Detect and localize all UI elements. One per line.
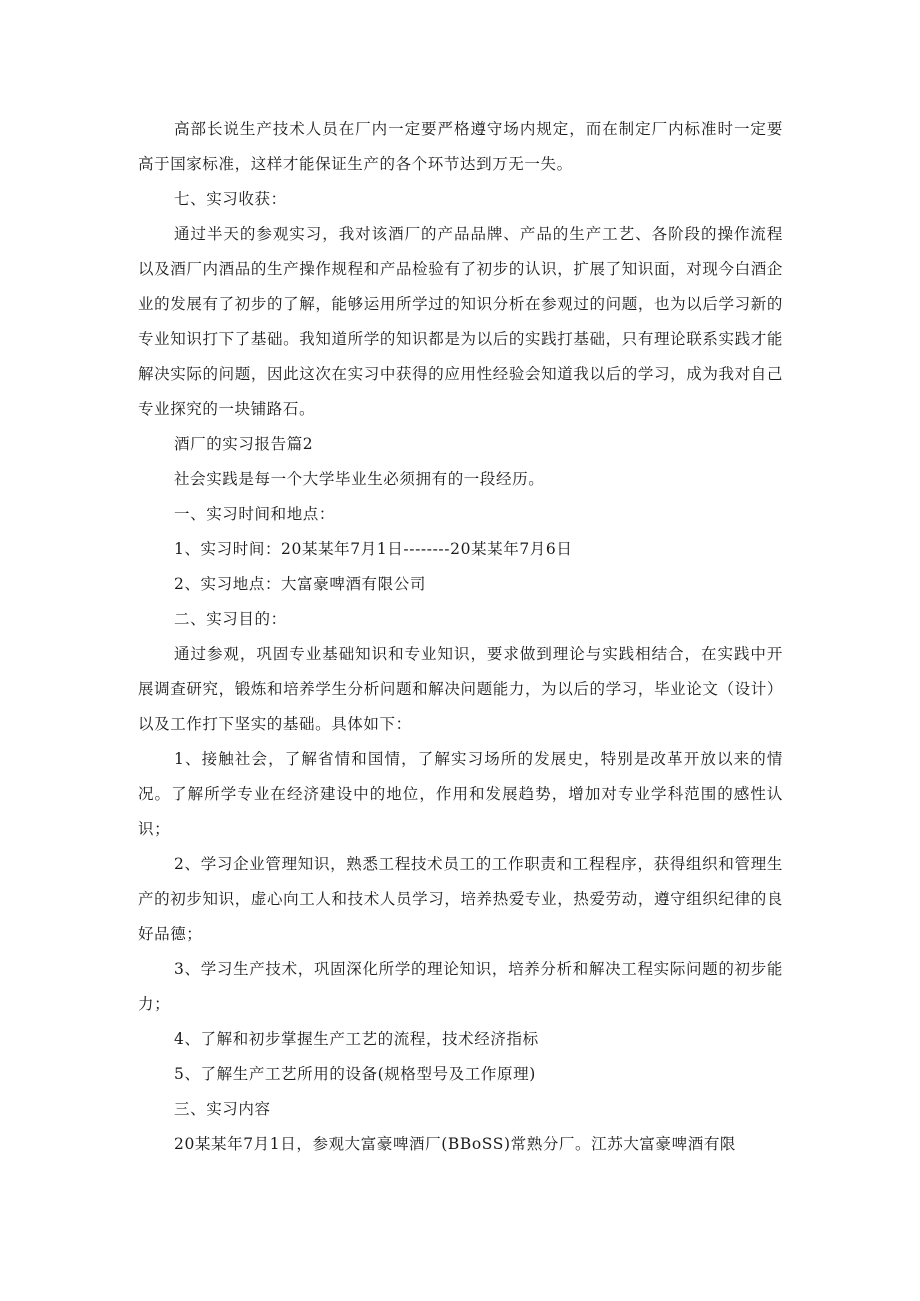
paragraph-purpose-item-1: 1、接触社会，了解省情和国情，了解实习场所的发展史，特别是改革开放以来的情况。了解所学专业在经济建设中的地位，作用和发展趋势，增加对专业学科范围的感性认识； <box>138 750 783 838</box>
paragraph-internship-time: 1、实习时间：20某某年7月1日--------20某某年7月6日 <box>174 540 573 558</box>
heading-time-and-place: 一、实习时间和地点： <box>174 505 336 523</box>
paragraph-purpose-item-3: 3、学习生产技术，巩固深化所学的理论知识，培养分析和解决工程实际问题的初步能力； <box>138 960 783 1013</box>
paragraph-purpose-item-4: 4、了解和初步掌握生产工艺的流程，技术经济指标 <box>174 1030 539 1048</box>
paragraph-gains: 通过半天的参观实习，我对该酒厂的产品品牌、产品的生产工艺、各阶段的操作流程以及酒厂内酒品的生产操作规程和产品检验有了初步的认识，扩展了知识面，对现今白酒企业的发展有了初步的了解，能够运用所学过的知识分析在参观过的问题，也为以后学习新的专业知识打下了基础。我知道所学的知识都是为以后的实践打基础，只有理论联系实践才能解决实际的问题，因此这次在实习中获得的应用性经验会知道我以后的学习，成为我对自己专业探究的一块铺路石。 <box>138 225 783 418</box>
paragraph-purpose-item-2: 2、学习企业管理知识，熟悉工程技术员工的工作职责和工程程序，获得组织和管理生产的初步知识，虚心向工人和技术人员学习，培养热爱专业，热爱劳动，遵守组织纪律的良好品德； <box>138 855 783 943</box>
paragraph-purpose-item-5: 5、了解生产工艺所用的设备(规格型号及工作原理) <box>174 1065 536 1083</box>
heading-internship-gains: 七、实习收获： <box>174 190 287 208</box>
heading-internship-content: 三、实习内容 <box>174 1100 271 1118</box>
heading-report-part-2: 酒厂的实习报告篇2 <box>174 435 314 453</box>
paragraph-internship-place: 2、实习地点：大富豪啤酒有限公司 <box>174 575 426 593</box>
heading-internship-purpose: 二、实习目的： <box>174 610 287 628</box>
paragraph-content-day-1: 20某某年7月1日，参观大富豪啤酒厂(BBoSS)常熟分厂。江苏大富豪啤酒有限 <box>174 1135 737 1153</box>
paragraph-purpose-intro: 通过参观，巩固专业基础知识和专业知识，要求做到理论与实践相结合，在实践中开展调查研究，锻炼和培养学生分析问题和解决问题能力，为以后的学习，毕业论文（设计）以及工作打下坚实的基础。具体如下： <box>138 645 783 733</box>
paragraph-regulations: 高部长说生产技术人员在厂内一定要严格遵守场内规定，而在制定厂内标准时一定要高于国家标准，这样才能保证生产的各个环节达到万无一失。 <box>138 120 783 173</box>
document-body <box>138 112 783 1162</box>
paragraph-social-practice: 社会实践是每一个大学毕业生必须拥有的一段经历。 <box>174 470 545 488</box>
